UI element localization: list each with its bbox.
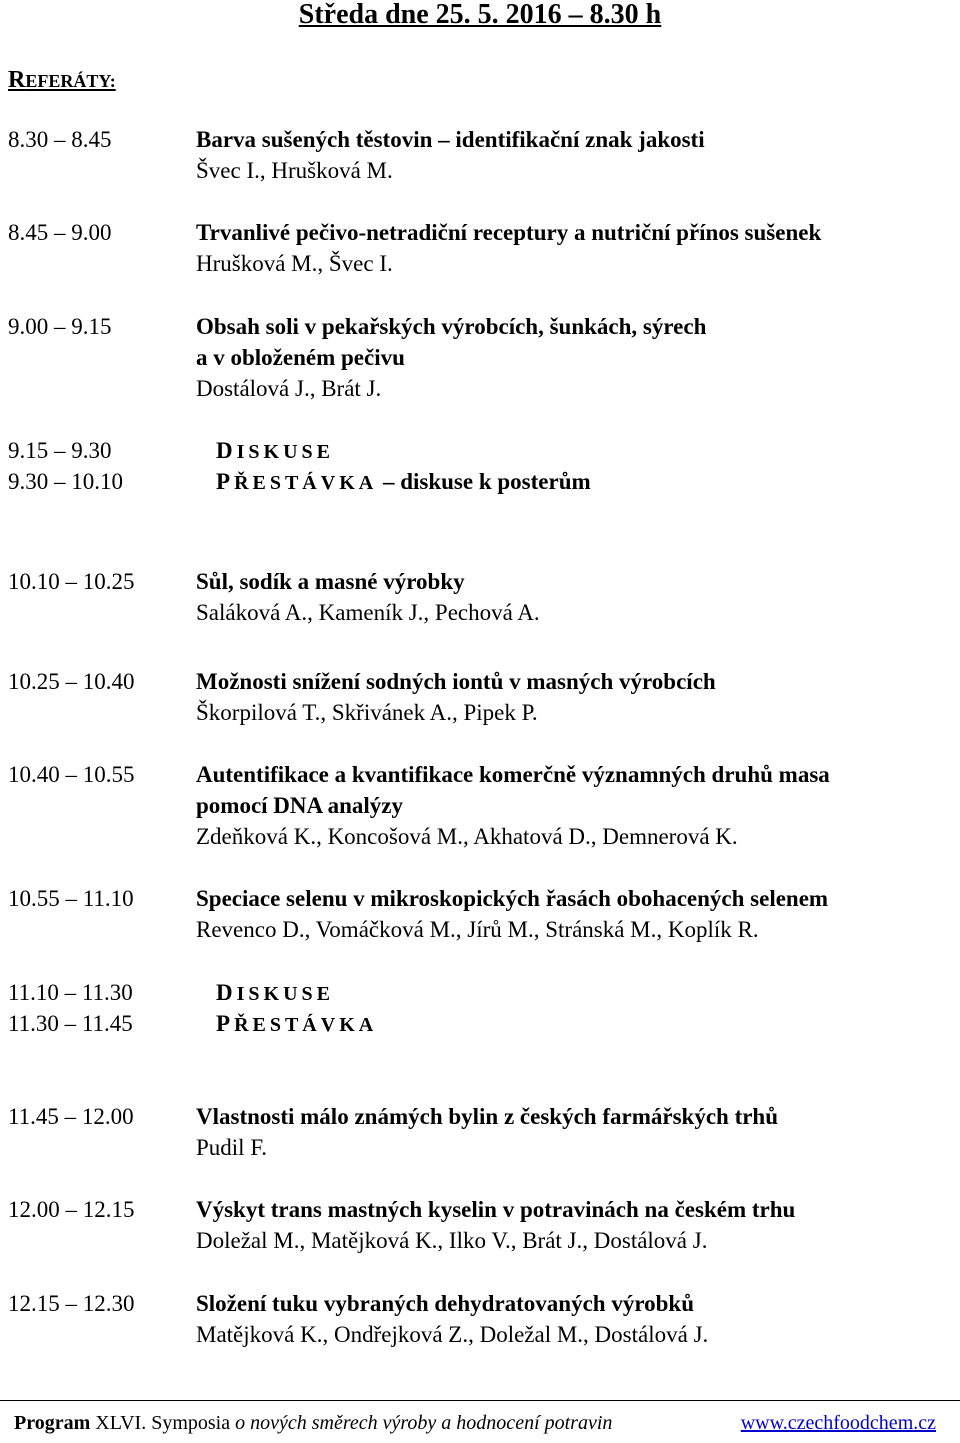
break-rest: ŘESTÁVKA xyxy=(234,1014,378,1036)
item-time: 12.15 – 12.30 xyxy=(8,1291,135,1316)
talk-authors: Švec I., Hrušková M. xyxy=(196,158,393,183)
talk-authors: Zdeňková K., Koncošová M., Akhatová D., Demnerová K. xyxy=(196,824,738,849)
talk-title-continued: a v obloženém pečivu xyxy=(196,345,405,370)
item-time: 10.55 – 11.10 xyxy=(8,886,134,911)
break-label xyxy=(216,1008,377,1041)
item-time: 9.30 – 10.10 xyxy=(8,469,123,494)
item-time: 8.45 – 9.00 xyxy=(8,220,112,245)
talk-title: Obsah soli v pekařských výrobcích, šunkách, sýrech xyxy=(196,314,707,339)
footer-program-italic: o nových směrech výroby a hodnocení potravin xyxy=(235,1412,613,1434)
break-initial: P xyxy=(216,1011,235,1036)
item-time: 11.10 – 11.30 xyxy=(8,980,133,1005)
break-rest: ISKUSE xyxy=(236,441,334,463)
talk-title: Trvanlivé pečivo-netradiční receptury a nutriční přínos sušenek xyxy=(196,220,822,245)
item-time: 11.45 – 12.00 xyxy=(8,1104,134,1129)
item-time: 12.00 – 12.15 xyxy=(8,1197,135,1222)
break-initial: D xyxy=(216,980,237,1005)
break-rest: ŘESTÁVKA xyxy=(234,472,378,494)
break-rest: ISKUSE xyxy=(236,983,334,1005)
break-initial: D xyxy=(216,438,237,463)
section-heading-referaty xyxy=(8,64,116,97)
talk-title: Možnosti snížení sodných iontů v masných výrobcích xyxy=(196,669,716,694)
item-time: 9.15 – 9.30 xyxy=(8,438,112,463)
talk-title: Výskyt trans mastných kyselin v potravinách na českém trhu xyxy=(196,1197,796,1222)
footer-program-bold: Program xyxy=(14,1412,91,1434)
footer-program-rest: XLVI. Symposia xyxy=(90,1412,236,1434)
talk-title: Barva sušených těstovin – identifikační znak jakosti xyxy=(196,127,705,152)
footer-program xyxy=(14,1410,612,1436)
section-heading-initial: R xyxy=(8,67,26,93)
talk-title: Vlastnosti málo známých bylin z českých farmářských trhů xyxy=(196,1104,779,1129)
break-label xyxy=(216,977,334,1010)
talk-authors: Škorpilová T., Skřivánek A., Pipek P. xyxy=(196,700,538,725)
break-note: – diskuse k posterům xyxy=(377,469,591,494)
item-time: 8.30 – 8.45 xyxy=(8,127,112,152)
talk-title: Sůl, sodík a masné výrobky xyxy=(196,569,465,594)
talk-title: Autentifikace a kvantifikace komerčně významných druhů masa xyxy=(196,762,830,787)
talk-authors: Saláková A., Kameník J., Pechová A. xyxy=(196,600,540,625)
talk-authors: Revenco D., Vomáčková M., Jírů M., Stránská M., Koplík R. xyxy=(196,917,759,942)
footer-website-link[interactable]: www.czechfoodchem.cz xyxy=(740,1412,936,1434)
talk-authors: Dostálová J., Brát J. xyxy=(196,376,382,401)
talk-authors: Pudil F. xyxy=(196,1135,268,1160)
item-time: 9.00 – 9.15 xyxy=(8,314,112,339)
section-heading-rest: EFERÁTY: xyxy=(25,71,116,91)
talk-title: Složení tuku vybraných dehydratovaných výrobků xyxy=(196,1291,695,1316)
page-title: Středa dne 25. 5. 2016 – 8.30 h xyxy=(298,0,662,30)
break-label xyxy=(216,435,334,468)
break-initial: P xyxy=(216,469,235,494)
item-time: 10.25 – 10.40 xyxy=(8,669,135,694)
talk-authors: Hrušková M., Švec I. xyxy=(196,251,393,276)
talk-title: Speciace selenu v mikroskopických řasách obohacených selenem xyxy=(196,886,829,911)
talk-title-continued: pomocí DNA analýzy xyxy=(196,793,403,818)
talk-authors: Matějková K., Ondřejková Z., Doležal M., Dostálová J. xyxy=(196,1322,709,1347)
talk-authors: Doležal M., Matějková K., Ilko V., Brát J., Dostálová J. xyxy=(196,1228,708,1253)
item-time: 10.40 – 10.55 xyxy=(8,762,135,787)
item-time: 10.10 – 10.25 xyxy=(8,569,135,594)
footer-divider xyxy=(0,1400,960,1401)
item-time: 11.30 – 11.45 xyxy=(8,1011,133,1036)
break-label xyxy=(216,466,591,499)
